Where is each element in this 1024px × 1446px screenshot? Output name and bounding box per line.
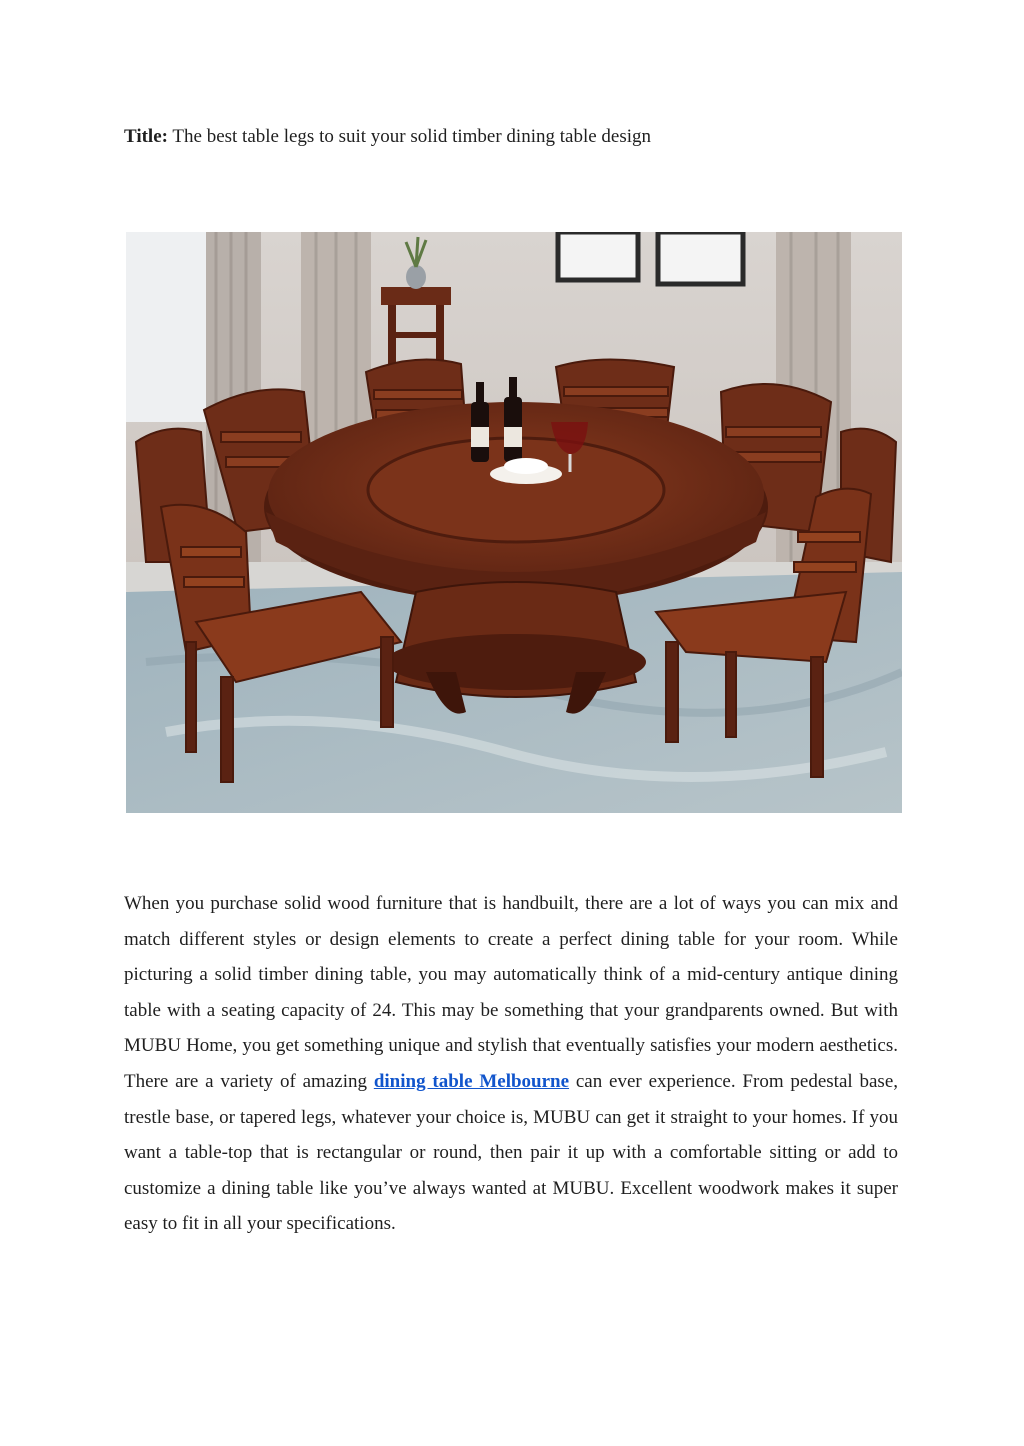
dining-table-melbourne-link[interactable]: dining table Melbourne <box>373 1070 570 1092</box>
dining-set-photo <box>126 232 902 813</box>
title-label: Title: <box>124 126 168 147</box>
document-title <box>124 124 904 150</box>
title-text: The best table legs to suit your solid timber dining table design <box>172 126 652 147</box>
paragraph-part-2: can ever experience. From pedestal base, trestle base, or tapered legs, whatever your choice is, MUBU can get it straight to your homes. If you want a table-top that is rectangular or round, then pair it up with a comfortable sitting or add to customize a dining table like you’ve always wanted at MUBU. Excellent woodwork makes it super easy to fit in all your specifications. <box>124 1070 899 1235</box>
dining-set-illustration <box>126 232 902 813</box>
paragraph-part-1: When you purchase solid wood furniture that is handbuilt, there are a lot of ways you can mix and match different styles or design elements to create a perfect dining table for your room. While picturing a solid timber dining table, you may automatically think of a mid-century antique dining table with a seating capacity of 24. This may be something that your grandparents owned. But with MUBU Home, you get something unique and stylish that eventually satisfies your modern aesthetics. There are a variety of amazing <box>124 893 898 1092</box>
body-paragraph <box>124 886 898 1242</box>
